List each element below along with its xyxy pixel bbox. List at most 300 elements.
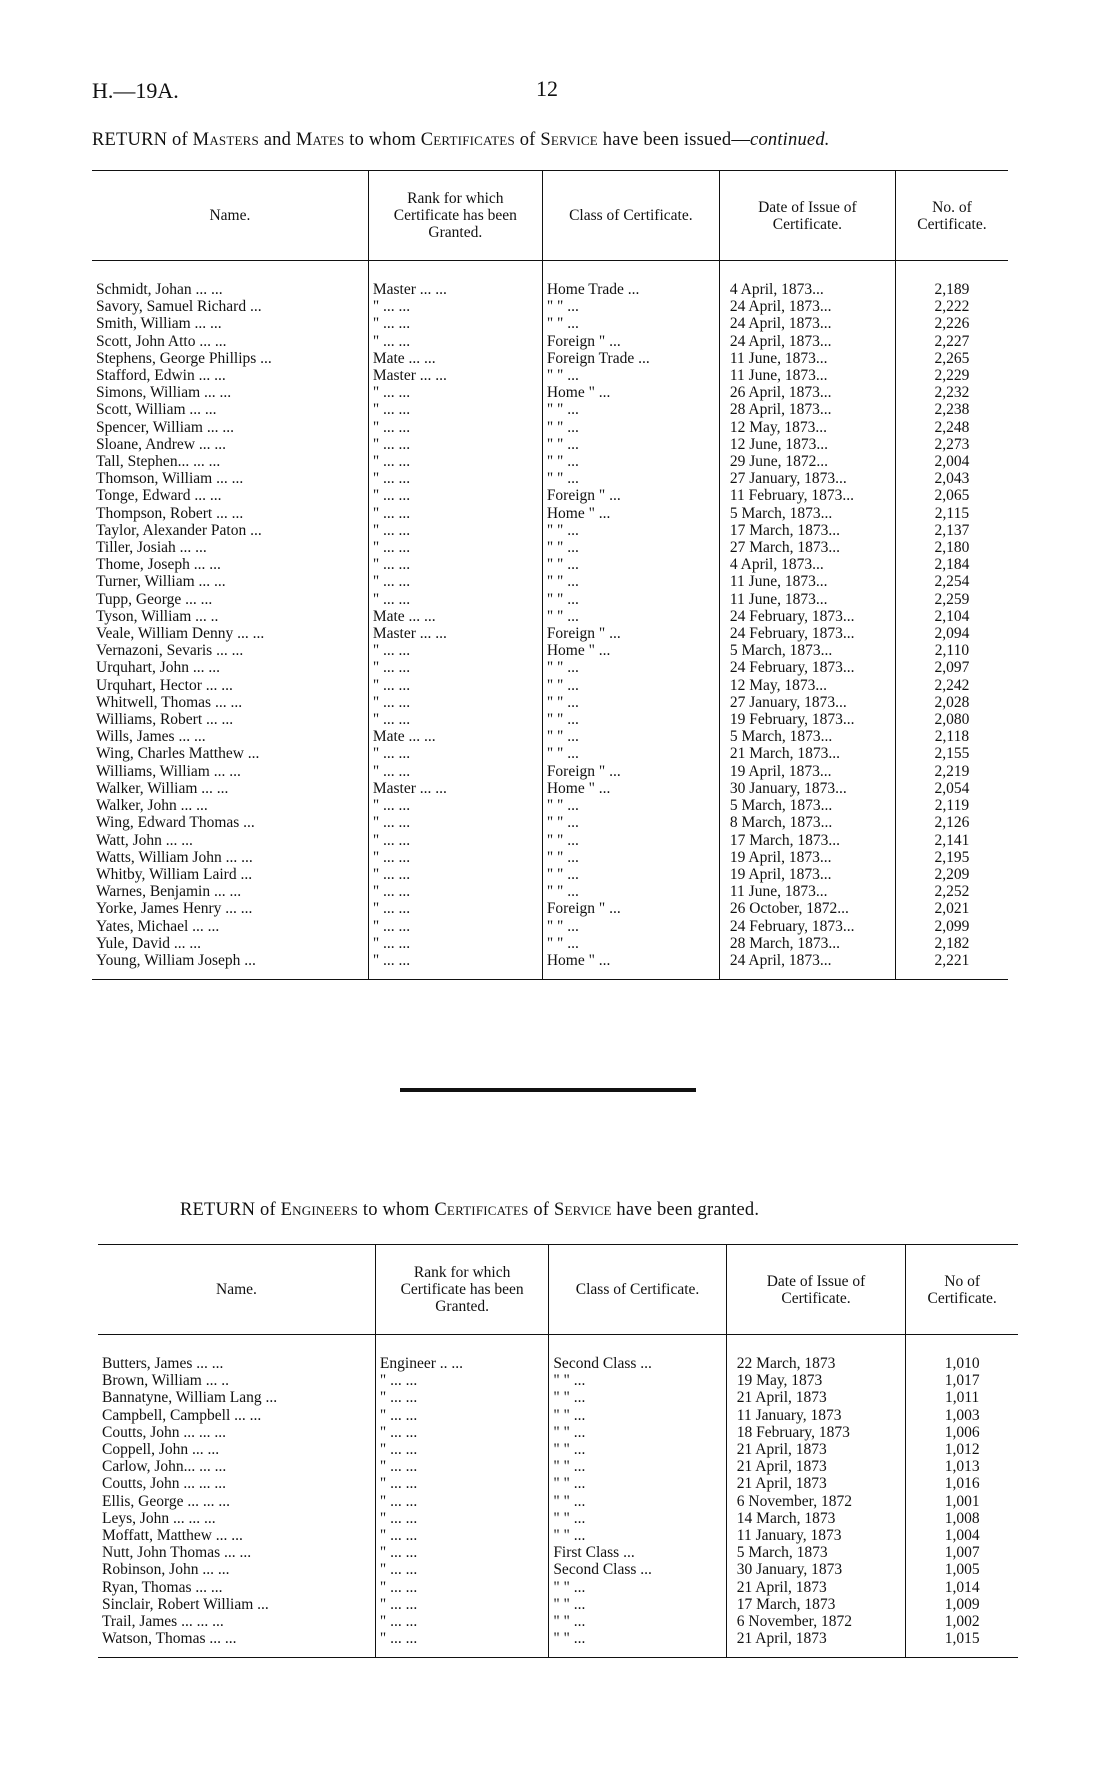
table-row bbox=[98, 1475, 1018, 1492]
certificate-number-cell: 1,011 bbox=[906, 1389, 1018, 1406]
date-cell: 12 May, 1873... bbox=[719, 677, 895, 694]
date-cell: 21 April, 1873 bbox=[726, 1389, 906, 1406]
date-cell: 24 February, 1873... bbox=[719, 608, 895, 625]
rank-cell: " ... ... bbox=[375, 1389, 548, 1406]
date-cell: 19 February, 1873... bbox=[719, 711, 895, 728]
rank-cell: " ... ... bbox=[368, 745, 542, 762]
table-row bbox=[98, 1407, 1018, 1424]
certificate-number-cell: 2,065 bbox=[895, 487, 1008, 504]
column-header-name: Name. bbox=[98, 1245, 375, 1335]
name-cell: Spencer, William ... ... bbox=[96, 418, 234, 436]
date-cell: 11 January, 1873 bbox=[726, 1407, 906, 1424]
class-cell: " " ... bbox=[549, 1475, 726, 1492]
spacer-cell bbox=[726, 1647, 906, 1658]
table-spacer-row bbox=[98, 1335, 1018, 1356]
certificate-number-cell: 2,104 bbox=[895, 608, 1008, 625]
table-row bbox=[92, 522, 1008, 539]
table-row bbox=[92, 573, 1008, 590]
class-cell: " " ... bbox=[542, 539, 719, 556]
certificate-number-cell: 2,097 bbox=[895, 659, 1008, 676]
date-cell: 21 April, 1873 bbox=[726, 1475, 906, 1492]
table-row bbox=[92, 832, 1008, 849]
class-cell: Second Class ... bbox=[549, 1561, 726, 1578]
table-row bbox=[98, 1441, 1018, 1458]
name-cell: Watts, William John ... ... bbox=[96, 848, 253, 866]
class-cell: Home " ... bbox=[542, 642, 719, 659]
name-cell: Whitwell, Thomas ... ... bbox=[96, 693, 243, 711]
certificate-number-cell: 1,016 bbox=[906, 1475, 1018, 1492]
table-row bbox=[92, 436, 1008, 453]
name-cell: Watson, Thomas ... ... bbox=[102, 1630, 237, 1648]
spacer-cell bbox=[906, 1647, 1018, 1658]
table-row bbox=[92, 849, 1008, 866]
section-divider bbox=[400, 1088, 696, 1092]
rank-cell: Engineer .. ... bbox=[375, 1355, 548, 1372]
table-row bbox=[92, 797, 1008, 814]
rank-cell: " ... ... bbox=[368, 573, 542, 590]
class-cell: " " ... bbox=[542, 315, 719, 332]
class-cell: " " ... bbox=[542, 367, 719, 384]
date-cell: 27 March, 1873... bbox=[719, 539, 895, 556]
name-cell: Young, William Joseph ... bbox=[96, 951, 256, 969]
class-cell: " " ... bbox=[542, 573, 719, 590]
table-row bbox=[92, 814, 1008, 831]
table-row bbox=[92, 315, 1008, 332]
class-cell: " " ... bbox=[542, 453, 719, 470]
name-cell: Ryan, Thomas ... ... bbox=[102, 1578, 223, 1596]
spacer-cell bbox=[719, 969, 895, 980]
name-cell: Coppell, John ... ... bbox=[102, 1441, 220, 1459]
table-end-row bbox=[98, 1647, 1018, 1658]
rank-cell: " ... ... bbox=[375, 1372, 548, 1389]
rank-cell: " ... ... bbox=[368, 505, 542, 522]
table-row bbox=[92, 935, 1008, 952]
name-cell: Ellis, George ... ... ... bbox=[102, 1492, 231, 1510]
table-row bbox=[98, 1424, 1018, 1441]
date-cell: 21 April, 1873 bbox=[726, 1579, 906, 1596]
name-cell: Tiller, Josiah ... ... bbox=[96, 539, 207, 557]
class-cell: Home Trade ... bbox=[542, 281, 719, 298]
date-cell: 11 January, 1873 bbox=[726, 1527, 906, 1544]
spacer-cell bbox=[895, 261, 1008, 282]
date-cell: 11 June, 1873... bbox=[719, 573, 895, 590]
class-cell: " " ... bbox=[542, 935, 719, 952]
name-cell: Butters, James ... ... bbox=[102, 1355, 224, 1372]
date-cell: 17 March, 1873... bbox=[719, 522, 895, 539]
rank-cell: " ... ... bbox=[368, 522, 542, 539]
table-row bbox=[92, 333, 1008, 350]
spacer-cell bbox=[542, 261, 719, 282]
rank-cell: " ... ... bbox=[368, 642, 542, 659]
rank-cell: " ... ... bbox=[368, 659, 542, 676]
rank-cell: " ... ... bbox=[368, 866, 542, 883]
rank-cell: " ... ... bbox=[375, 1561, 548, 1578]
name-cell: Whitby, William Laird ... bbox=[96, 865, 253, 883]
class-cell: Foreign " ... bbox=[542, 763, 719, 780]
masters-mates-table bbox=[92, 170, 1008, 980]
rank-cell: " ... ... bbox=[375, 1579, 548, 1596]
date-cell: 24 April, 1873... bbox=[719, 298, 895, 315]
certificate-number-cell: 2,043 bbox=[895, 470, 1008, 487]
rank-cell: " ... ... bbox=[368, 419, 542, 436]
rank-cell: " ... ... bbox=[368, 763, 542, 780]
name-cell: Tyson, William ... .. bbox=[96, 607, 219, 625]
spacer-cell bbox=[375, 1335, 548, 1356]
rank-cell: " ... ... bbox=[368, 333, 542, 350]
table-row bbox=[92, 539, 1008, 556]
table-row bbox=[92, 505, 1008, 522]
certificate-number-cell: 2,195 bbox=[895, 849, 1008, 866]
certificate-number-cell: 2,080 bbox=[895, 711, 1008, 728]
class-cell: " " ... bbox=[542, 401, 719, 418]
certificate-number-cell: 2,115 bbox=[895, 505, 1008, 522]
rank-cell: " ... ... bbox=[368, 900, 542, 917]
class-cell: " " ... bbox=[542, 797, 719, 814]
date-cell: 5 March, 1873 bbox=[726, 1544, 906, 1561]
table-row bbox=[98, 1458, 1018, 1475]
certificate-number-cell: 1,010 bbox=[906, 1355, 1018, 1372]
name-cell: Sloane, Andrew ... ... bbox=[96, 435, 227, 453]
table-row bbox=[92, 866, 1008, 883]
name-cell: Yorke, James Henry ... ... bbox=[96, 900, 253, 918]
name-cell: Williams, Robert ... ... bbox=[96, 711, 234, 729]
rank-cell: " ... ... bbox=[375, 1475, 548, 1492]
table-row bbox=[92, 952, 1008, 969]
name-cell: Thompson, Robert ... ... bbox=[96, 504, 244, 522]
name-cell: Veale, William Denny ... ... bbox=[96, 625, 265, 643]
class-cell: " " ... bbox=[542, 849, 719, 866]
class-cell: " " ... bbox=[549, 1407, 726, 1424]
name-cell: Leys, John ... ... ... bbox=[102, 1509, 216, 1527]
certificate-number-cell: 2,094 bbox=[895, 625, 1008, 642]
date-cell: 11 June, 1873... bbox=[719, 367, 895, 384]
rank-cell: " ... ... bbox=[375, 1510, 548, 1527]
date-cell: 24 April, 1873... bbox=[719, 315, 895, 332]
rank-cell: " ... ... bbox=[368, 849, 542, 866]
name-cell: Sinclair, Robert William ... bbox=[102, 1595, 269, 1613]
rank-cell: Mate ... ... bbox=[368, 608, 542, 625]
rank-cell: " ... ... bbox=[368, 711, 542, 728]
date-cell: 5 March, 1873... bbox=[719, 505, 895, 522]
certificate-number-cell: 2,238 bbox=[895, 401, 1008, 418]
rank-cell: " ... ... bbox=[368, 694, 542, 711]
certificate-number-cell: 2,004 bbox=[895, 453, 1008, 470]
certificate-number-cell: 2,252 bbox=[895, 883, 1008, 900]
certificate-number-cell: 2,229 bbox=[895, 367, 1008, 384]
class-cell: " " ... bbox=[542, 694, 719, 711]
date-cell: 6 November, 1872 bbox=[726, 1613, 906, 1630]
date-cell: 5 March, 1873... bbox=[719, 797, 895, 814]
table2-title: RETURN of Engineers to whom Certificates of Service have been granted. bbox=[180, 1200, 760, 1220]
name-cell: Campbell, Campbell ... ... bbox=[102, 1406, 262, 1424]
rank-cell: " ... ... bbox=[375, 1544, 548, 1561]
table-row bbox=[92, 453, 1008, 470]
document-reference: H.—19A. bbox=[92, 78, 179, 103]
table-row bbox=[92, 659, 1008, 676]
date-cell: 27 January, 1873... bbox=[719, 694, 895, 711]
certificate-number-cell: 1,014 bbox=[906, 1579, 1018, 1596]
name-cell: Scott, John Atto ... ... bbox=[96, 332, 227, 350]
rank-cell: " ... ... bbox=[368, 315, 542, 332]
class-cell: Home " ... bbox=[542, 505, 719, 522]
rank-cell: " ... ... bbox=[375, 1630, 548, 1647]
name-cell: Thome, Joseph ... ... bbox=[96, 556, 221, 574]
certificate-number-cell: 2,254 bbox=[895, 573, 1008, 590]
column-header-class: Class of Certificate. bbox=[542, 171, 719, 261]
certificate-number-cell: 1,009 bbox=[906, 1596, 1018, 1613]
table-row bbox=[98, 1613, 1018, 1630]
name-cell: Walker, William ... ... bbox=[96, 779, 229, 797]
class-cell: " " ... bbox=[542, 298, 719, 315]
certificate-number-cell: 1,007 bbox=[906, 1544, 1018, 1561]
name-cell: Tupp, George ... ... bbox=[96, 590, 213, 608]
table-row bbox=[98, 1561, 1018, 1578]
class-cell: " " ... bbox=[549, 1630, 726, 1647]
certificate-number-cell: 2,273 bbox=[895, 436, 1008, 453]
table-spacer-row bbox=[92, 261, 1008, 282]
rank-cell: " ... ... bbox=[375, 1596, 548, 1613]
date-cell: 5 March, 1873... bbox=[719, 728, 895, 745]
class-cell: " " ... bbox=[542, 745, 719, 762]
name-cell: Schmidt, Johan ... ... bbox=[96, 281, 223, 298]
spacer-cell bbox=[726, 1335, 906, 1356]
table-row bbox=[92, 401, 1008, 418]
name-cell: Warnes, Benjamin ... ... bbox=[96, 883, 242, 901]
certificate-number-cell: 2,021 bbox=[895, 900, 1008, 917]
date-cell: 19 May, 1873 bbox=[726, 1372, 906, 1389]
name-cell: Coutts, John ... ... ... bbox=[102, 1475, 227, 1493]
rank-cell: Mate ... ... bbox=[368, 350, 542, 367]
spacer-cell bbox=[549, 1335, 726, 1356]
name-cell: Wing, Charles Matthew ... bbox=[96, 745, 260, 763]
name-cell: Walker, John ... ... bbox=[96, 797, 208, 815]
class-cell: " " ... bbox=[542, 832, 719, 849]
date-cell: 21 April, 1873 bbox=[726, 1458, 906, 1475]
class-cell: " " ... bbox=[542, 659, 719, 676]
table-row bbox=[92, 711, 1008, 728]
rank-cell: " ... ... bbox=[368, 952, 542, 969]
certificate-number-cell: 2,222 bbox=[895, 298, 1008, 315]
table-row bbox=[92, 281, 1008, 298]
certificate-number-cell: 1,004 bbox=[906, 1527, 1018, 1544]
name-cell: Watt, John ... ... bbox=[96, 831, 193, 849]
class-cell: Foreign " ... bbox=[542, 900, 719, 917]
class-cell: Home " ... bbox=[542, 384, 719, 401]
spacer-cell bbox=[549, 1647, 726, 1658]
name-cell: Carlow, John... ... ... bbox=[102, 1458, 227, 1476]
table-row bbox=[92, 780, 1008, 797]
name-cell: Williams, William ... ... bbox=[96, 762, 241, 780]
date-cell: 11 June, 1873... bbox=[719, 883, 895, 900]
class-cell: First Class ... bbox=[549, 1544, 726, 1561]
certificate-number-cell: 1,002 bbox=[906, 1613, 1018, 1630]
class-cell: Second Class ... bbox=[549, 1355, 726, 1372]
name-cell: Taylor, Alexander Paton ... bbox=[96, 521, 262, 539]
date-cell: 29 June, 1872... bbox=[719, 453, 895, 470]
certificate-number-cell: 2,126 bbox=[895, 814, 1008, 831]
certificate-number-cell: 2,242 bbox=[895, 677, 1008, 694]
certificate-number-cell: 2,119 bbox=[895, 797, 1008, 814]
date-cell: 17 March, 1873... bbox=[719, 832, 895, 849]
table-row bbox=[92, 900, 1008, 917]
date-cell: 19 April, 1873... bbox=[719, 849, 895, 866]
class-cell: Foreign Trade ... bbox=[542, 350, 719, 367]
class-cell: " " ... bbox=[549, 1596, 726, 1613]
date-cell: 8 March, 1873... bbox=[719, 814, 895, 831]
column-header-name: Name. bbox=[92, 171, 368, 261]
table-row bbox=[92, 625, 1008, 642]
name-cell: Turner, William ... ... bbox=[96, 573, 226, 591]
spacer-cell bbox=[895, 969, 1008, 980]
name-cell: Wing, Edward Thomas ... bbox=[96, 814, 255, 832]
class-cell: " " ... bbox=[542, 814, 719, 831]
table-header-row bbox=[98, 1245, 1018, 1335]
certificate-number-cell: 2,221 bbox=[895, 952, 1008, 969]
table-row bbox=[92, 350, 1008, 367]
rank-cell: " ... ... bbox=[368, 556, 542, 573]
name-cell: Scott, William ... ... bbox=[96, 401, 217, 419]
date-cell: 11 February, 1873... bbox=[719, 487, 895, 504]
date-cell: 21 April, 1873 bbox=[726, 1441, 906, 1458]
rank-cell: Master ... ... bbox=[368, 625, 542, 642]
table-row bbox=[98, 1372, 1018, 1389]
name-cell: Wills, James ... ... bbox=[96, 728, 206, 746]
rank-cell: " ... ... bbox=[375, 1458, 548, 1475]
table-row bbox=[92, 642, 1008, 659]
class-cell: Home " ... bbox=[542, 780, 719, 797]
rank-cell: " ... ... bbox=[368, 401, 542, 418]
name-cell: Stafford, Edwin ... ... bbox=[96, 367, 226, 385]
date-cell: 12 May, 1873... bbox=[719, 419, 895, 436]
spacer-cell bbox=[906, 1335, 1018, 1356]
rank-cell: " ... ... bbox=[368, 384, 542, 401]
rank-cell: " ... ... bbox=[375, 1424, 548, 1441]
date-cell: 12 June, 1873... bbox=[719, 436, 895, 453]
certificate-number-cell: 2,141 bbox=[895, 832, 1008, 849]
spacer-cell bbox=[542, 969, 719, 980]
date-cell: 24 February, 1873... bbox=[719, 625, 895, 642]
certificate-number-cell: 2,054 bbox=[895, 780, 1008, 797]
certificate-number-cell: 2,259 bbox=[895, 591, 1008, 608]
table-row bbox=[98, 1544, 1018, 1561]
table-row bbox=[92, 487, 1008, 504]
certificate-number-cell: 2,209 bbox=[895, 866, 1008, 883]
rank-cell: " ... ... bbox=[368, 935, 542, 952]
certificate-number-cell: 2,118 bbox=[895, 728, 1008, 745]
date-cell: 5 March, 1873... bbox=[719, 642, 895, 659]
certificate-number-cell: 1,005 bbox=[906, 1561, 1018, 1578]
certificate-number-cell: 2,189 bbox=[895, 281, 1008, 298]
table-row bbox=[98, 1493, 1018, 1510]
date-cell: 24 April, 1873... bbox=[719, 952, 895, 969]
column-header-date: Date of Issue of Certificate. bbox=[726, 1245, 906, 1335]
class-cell: " " ... bbox=[549, 1579, 726, 1596]
table-row bbox=[92, 694, 1008, 711]
table-row bbox=[98, 1510, 1018, 1527]
name-cell: Bannatyne, William Lang ... bbox=[102, 1389, 278, 1407]
class-cell: " " ... bbox=[542, 608, 719, 625]
table-row bbox=[92, 918, 1008, 935]
spacer-cell bbox=[719, 261, 895, 282]
certificate-number-cell: 2,219 bbox=[895, 763, 1008, 780]
date-cell: 4 April, 1873... bbox=[719, 281, 895, 298]
rank-cell: Mate ... ... bbox=[368, 728, 542, 745]
rank-cell: " ... ... bbox=[368, 832, 542, 849]
certificate-number-cell: 2,232 bbox=[895, 384, 1008, 401]
certificate-number-cell: 1,012 bbox=[906, 1441, 1018, 1458]
spacer-cell bbox=[98, 1647, 375, 1658]
rank-cell: " ... ... bbox=[375, 1527, 548, 1544]
class-cell: " " ... bbox=[542, 556, 719, 573]
rank-cell: " ... ... bbox=[368, 918, 542, 935]
class-cell: Foreign " ... bbox=[542, 487, 719, 504]
column-header-number: No. of Certificate. bbox=[895, 171, 1008, 261]
class-cell: " " ... bbox=[549, 1441, 726, 1458]
table-row bbox=[92, 677, 1008, 694]
name-cell: Coutts, John ... ... ... bbox=[102, 1423, 227, 1441]
name-cell: Nutt, John Thomas ... ... bbox=[102, 1544, 252, 1562]
rank-cell: Master ... ... bbox=[368, 281, 542, 298]
column-header-rank: Rank for which Certificate has been Granted. bbox=[368, 171, 542, 261]
name-cell: Smith, William ... ... bbox=[96, 315, 222, 333]
class-cell: " " ... bbox=[542, 522, 719, 539]
date-cell: 24 February, 1873... bbox=[719, 918, 895, 935]
table-header-row bbox=[92, 171, 1008, 261]
table-row bbox=[92, 608, 1008, 625]
name-cell: Thomson, William ... ... bbox=[96, 470, 244, 488]
class-cell: " " ... bbox=[542, 866, 719, 883]
class-cell: Home " ... bbox=[542, 952, 719, 969]
date-cell: 21 March, 1873... bbox=[719, 745, 895, 762]
certificate-number-cell: 2,226 bbox=[895, 315, 1008, 332]
class-cell: " " ... bbox=[542, 419, 719, 436]
name-cell: Urquhart, Hector ... ... bbox=[96, 676, 233, 694]
certificate-number-cell: 1,015 bbox=[906, 1630, 1018, 1647]
column-header-date: Date of Issue of Certificate. bbox=[719, 171, 895, 261]
date-cell: 18 February, 1873 bbox=[726, 1424, 906, 1441]
class-cell: " " ... bbox=[542, 728, 719, 745]
table-end-row bbox=[92, 969, 1008, 980]
rank-cell: " ... ... bbox=[368, 487, 542, 504]
spacer-cell bbox=[368, 261, 542, 282]
name-cell: Yule, David ... ... bbox=[96, 934, 202, 952]
table-row bbox=[92, 728, 1008, 745]
rank-cell: " ... ... bbox=[368, 814, 542, 831]
name-cell: Tonge, Edward ... ... bbox=[96, 487, 222, 505]
rank-cell: " ... ... bbox=[375, 1407, 548, 1424]
column-header-rank: Rank for which Certificate has been Granted. bbox=[375, 1245, 548, 1335]
name-cell: Yates, Michael ... ... bbox=[96, 917, 220, 935]
certificate-number-cell: 1,001 bbox=[906, 1493, 1018, 1510]
name-cell: Urquhart, John ... ... bbox=[96, 659, 220, 677]
certificate-number-cell: 2,099 bbox=[895, 918, 1008, 935]
rank-cell: " ... ... bbox=[375, 1613, 548, 1630]
class-cell: " " ... bbox=[549, 1458, 726, 1475]
class-cell: " " ... bbox=[549, 1613, 726, 1630]
name-cell: Moffatt, Matthew ... ... bbox=[102, 1527, 243, 1545]
class-cell: " " ... bbox=[542, 711, 719, 728]
certificate-number-cell: 2,184 bbox=[895, 556, 1008, 573]
table-row bbox=[98, 1389, 1018, 1406]
column-header-number: No of Certificate. bbox=[906, 1245, 1018, 1335]
date-cell: 11 June, 1873... bbox=[719, 591, 895, 608]
class-cell: " " ... bbox=[542, 591, 719, 608]
date-cell: 27 January, 1873... bbox=[719, 470, 895, 487]
table-row bbox=[98, 1355, 1018, 1372]
name-cell: Brown, William ... .. bbox=[102, 1372, 229, 1390]
name-cell: Vernazoni, Sevaris ... ... bbox=[96, 642, 244, 660]
class-cell: " " ... bbox=[542, 677, 719, 694]
